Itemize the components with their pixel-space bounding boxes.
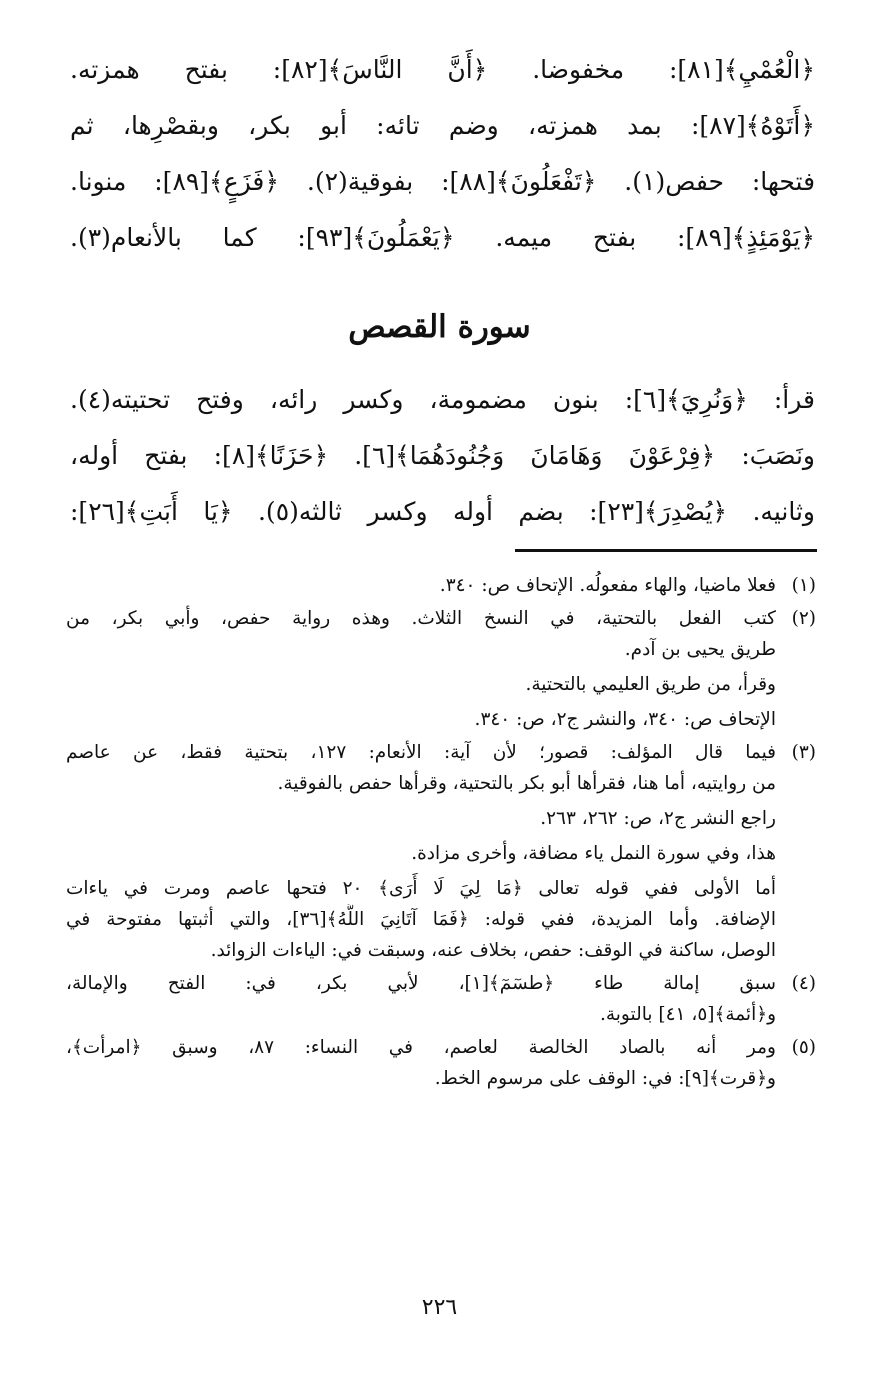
footnote — [66, 570, 816, 601]
footnotes — [66, 570, 816, 1096]
top-section — [70, 42, 815, 266]
footnote-paragraph — [66, 704, 776, 735]
footnote-separator — [515, 549, 817, 552]
footnote-paragraph — [66, 838, 776, 869]
footnote-number: (٢) — [791, 608, 816, 629]
footnote-number: (٤) — [791, 973, 816, 994]
footnote — [66, 1032, 816, 1094]
footnote-line: الإتحاف ص: ٣٤٠، والنشر ج٢، ص: ٣٤٠. — [474, 709, 776, 730]
text-line: ونَصَبَ: ﴿فِرْعَوْنَ وَهَامَانَ وَجُنُودَهُمَا﴾[٦]. ﴿حَزَنًا﴾[٨]: بفتح أوله، — [70, 441, 815, 470]
text-line: ﴿الْعُمْيِ﴾[٨١]: مخفوضا. ﴿أَنَّ النَّاسَ﴾[٨٢]: بفتح همزته. — [70, 55, 815, 84]
text-line: فتحها: حفص(١). ﴿تَفْعَلُونَ﴾[٨٨]: بفوقية(٢). ﴿فَزَعٍ﴾[٨٩]: منونا. — [70, 167, 815, 196]
footnote-body — [66, 570, 776, 601]
footnote-line: من روايتيه، أما هنا، فقرأها أبو بكر بالتحتية، وقرأها حفص بالفوقية. — [277, 773, 776, 794]
footnote-paragraph — [66, 737, 776, 799]
text-line: ﴿أَتَوْهُ﴾[٨٧]: بمد همزته، وضم تائه: أبو بكر، وبقصْرِها، ثم — [70, 111, 815, 140]
footnote — [66, 968, 816, 1030]
footnote-line: فعلا ماضيا، والهاء مفعولُه. الإتحاف ص: ٣٤٠. — [439, 575, 776, 596]
surah-title: سورة القصص — [348, 309, 531, 345]
footnote-number: (١) — [791, 575, 816, 596]
footnote-line: و﴿أئمة﴾[٥، ٤١] بالتوبة. — [599, 1004, 776, 1025]
surah-section — [70, 372, 815, 540]
footnote-line: و﴿قرت﴾[٩]: في: الوقف على مرسوم الخط. — [434, 1068, 776, 1089]
footnote-line: وقرأ، من طريق العليمي بالتحتية. — [525, 674, 776, 695]
footnote-line: هذا، وفي سورة النمل ياء مضافة، وأخرى مزادة. — [411, 843, 776, 864]
footnote-paragraph — [66, 803, 776, 834]
footnote-line: ومر أنه بالصاد الخالصة لعاصم، في النساء: ٨٧، وسبق ﴿امرأت﴾، — [66, 1037, 776, 1058]
footnote — [66, 603, 816, 735]
text-line: وثانيه. ﴿يُصْدِرَ﴾[٢٣]: بضم أوله وكسر ثالثه(٥). ﴿يَا أَبَتِ﴾[٢٦]: — [70, 497, 815, 526]
footnote-line: راجع النشر ج٢، ص: ٢٦٢، ٢٦٣. — [540, 808, 776, 829]
footnote-paragraph — [66, 1032, 776, 1094]
footnote-body — [66, 1032, 776, 1094]
footnote-number: (٥) — [791, 1037, 816, 1058]
footnote-line: الوصل، ساكنة في الوقف: حفص، بخلاف عنه، وسبقت في: الياءات الزوائد. — [210, 940, 776, 961]
page-number: ٢٢٦ — [421, 1295, 458, 1320]
footnote — [66, 737, 816, 966]
footnote-line: كتب الفعل بالتحتية، في النسخ الثلاث. وهذه رواية حفص، وأبي بكر، من — [66, 608, 776, 629]
footnote-number: (٣) — [791, 742, 816, 763]
footnote-body — [66, 603, 776, 735]
footnote-paragraph — [66, 968, 776, 1030]
footnote-paragraph — [66, 570, 776, 601]
footnote-line: سبق إمالة طاء ﴿طسٓمٓ﴾[١]، لأبي بكر، في: الفتح والإمالة، — [66, 973, 776, 994]
footnote-paragraph — [66, 873, 776, 966]
footnote-line: فيما قال المؤلف: قصور؛ لأن آية: الأنعام: ١٢٧، بتحتية فقط، عن عاصم — [66, 742, 776, 763]
footnote-line: طريق يحيى بن آدم. — [624, 639, 776, 660]
footnote-line: الإضافة. وأما المزيدة، ففي قوله: ﴿فَمَا آتَانِيَ اللَّهُ﴾[٣٦]، والتي أثبتها مفتوحة في — [66, 909, 776, 930]
footnote-line: أما الأولى ففي قوله تعالى ﴿مَا لِيَ لَا أَرَى﴾ ٢٠ فتحها عاصم ومرت في ياءات — [66, 878, 776, 899]
footnote-body — [66, 737, 776, 966]
text-line: قرأ: ﴿وَنُرِيَ﴾[٦]: بنون مضمومة، وكسر رائه، وفتح تحتيته(٤). — [70, 385, 815, 414]
footnote-paragraph — [66, 669, 776, 700]
footnote-body — [66, 968, 776, 1030]
footnote-paragraph — [66, 603, 776, 665]
text-line: ﴿يَوْمَئِذٍ﴾[٨٩]: بفتح ميمه. ﴿يَعْمَلُونَ﴾[٩٣]: كما بالأنعام(٣). — [70, 223, 815, 252]
